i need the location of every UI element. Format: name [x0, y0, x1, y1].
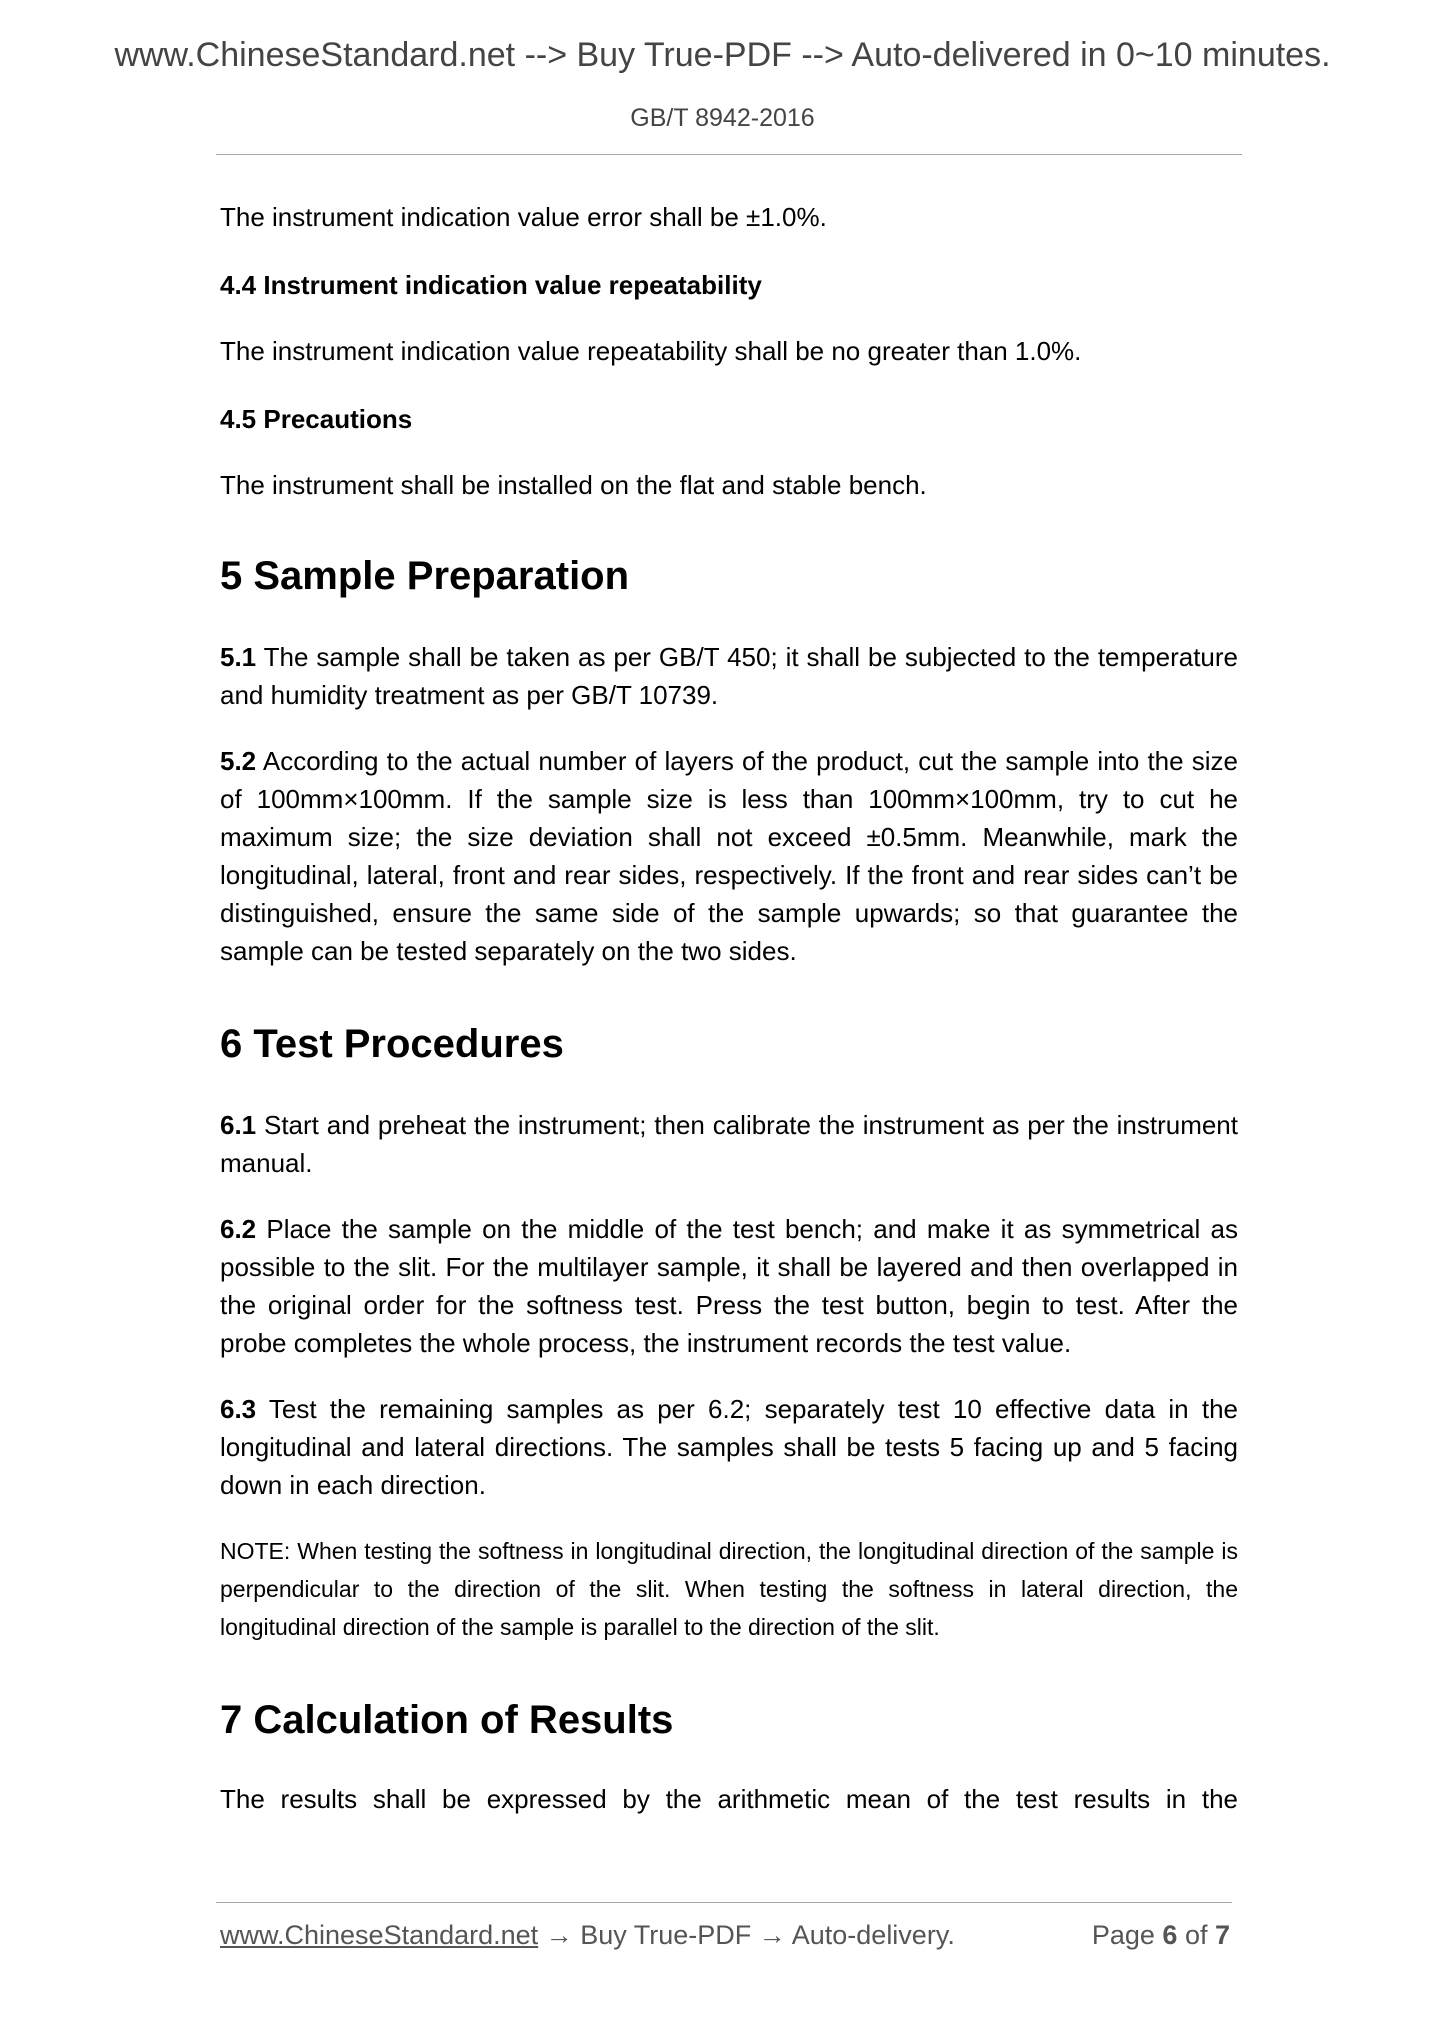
clause-text: According to the actual number of layers of the product, cut the sample into the size of 100mm×100mm. If the sample size is less than 100mm×100mm, try to cut he maximum size; the size deviation shall not exceed ±0.5mm. Meanwhile, mark the longitudinal, lateral, front and rear sides, respectively. If the front and rear sides can’t be distinguished, ensure the same side of the sample upwards; so that guarantee the sample can be tested separately on the two sides. — [220, 746, 1238, 966]
clause-number: 6.2 — [220, 1214, 257, 1244]
clause-text: Start and preheat the instrument; then calibrate the instrument as per the instrument manual. — [220, 1110, 1238, 1178]
section-heading-6: 6 Test Procedures — [220, 1022, 564, 1066]
page-total: 7 — [1214, 1920, 1230, 1950]
clause-6-2 — [220, 1210, 1238, 1362]
header-divider — [216, 154, 1242, 155]
paragraph-error: The instrument indication value error shall be ±1.0%. — [220, 202, 827, 232]
footer-site-link[interactable]: www.ChineseStandard.net — [220, 1920, 539, 1950]
clause-text: Place the sample on the middle of the test bench; and make it as symmetrical as possible to the slit. For the multilayer sample, it shall be layered and then overlapped in the original order for the softness test. Press the test button, begin to test. After the probe completes the whole process, the instrument records the test value. — [220, 1214, 1238, 1358]
heading-4-4: 4.4 Instrument indication value repeatability — [220, 270, 762, 300]
clause-number: 6.1 — [220, 1110, 257, 1140]
clause-6-3 — [220, 1390, 1238, 1504]
clause-number: 5.1 — [220, 642, 257, 672]
clause-5-2 — [220, 742, 1238, 970]
header-banner: www.ChineseStandard.net --> Buy True-PDF --> Auto-delivered in 0~10 minutes. — [114, 36, 1331, 74]
clause-text: The sample shall be taken as per GB/T 450; it shall be subjected to the temperature and humidity treatment as per GB/T 10739. — [220, 642, 1238, 710]
footer-promo — [220, 1920, 955, 1951]
page-content — [220, 198, 1238, 1818]
note: NOTE: When testing the softness in longitudinal direction, the longitudinal direction of the sample is perpendicular to the direction of the slit. When testing the softness in lateral direction, the longitudinal direction of the sample is parallel to the direction of the slit. — [220, 1538, 1238, 1640]
page-current: 6 — [1162, 1920, 1178, 1950]
standard-code: GB/T 8942-2016 — [630, 104, 815, 132]
heading-4-5: 4.5 Precautions — [220, 404, 413, 434]
paragraph-7: The results shall be expressed by the arithmetic mean of the test results in the — [220, 1784, 1238, 1814]
paragraph-4-5: The instrument shall be installed on the flat and stable bench. — [220, 470, 927, 500]
page-label: Page — [1091, 1920, 1163, 1950]
section-heading-5: 5 Sample Preparation — [220, 554, 630, 598]
clause-text: Test the remaining samples as per 6.2; separately test 10 effective data in the longitudinal and lateral directions. The samples shall be tests 5 facing up and 5 facing down in each direction. — [220, 1394, 1238, 1500]
paragraph-4-4: The instrument indication value repeatability shall be no greater than 1.0%. — [220, 336, 1082, 366]
page-of: of — [1177, 1920, 1215, 1950]
page-indicator — [1092, 1920, 1230, 1951]
section-heading-7: 7 Calculation of Results — [220, 1698, 674, 1742]
footer-divider — [216, 1902, 1232, 1903]
clause-5-1 — [220, 638, 1238, 714]
clause-6-1 — [220, 1106, 1238, 1182]
clause-number: 6.3 — [220, 1394, 257, 1424]
footer-promo-text: → Buy True-PDF → Auto-delivery. — [538, 1920, 955, 1950]
clause-number: 5.2 — [220, 746, 257, 776]
